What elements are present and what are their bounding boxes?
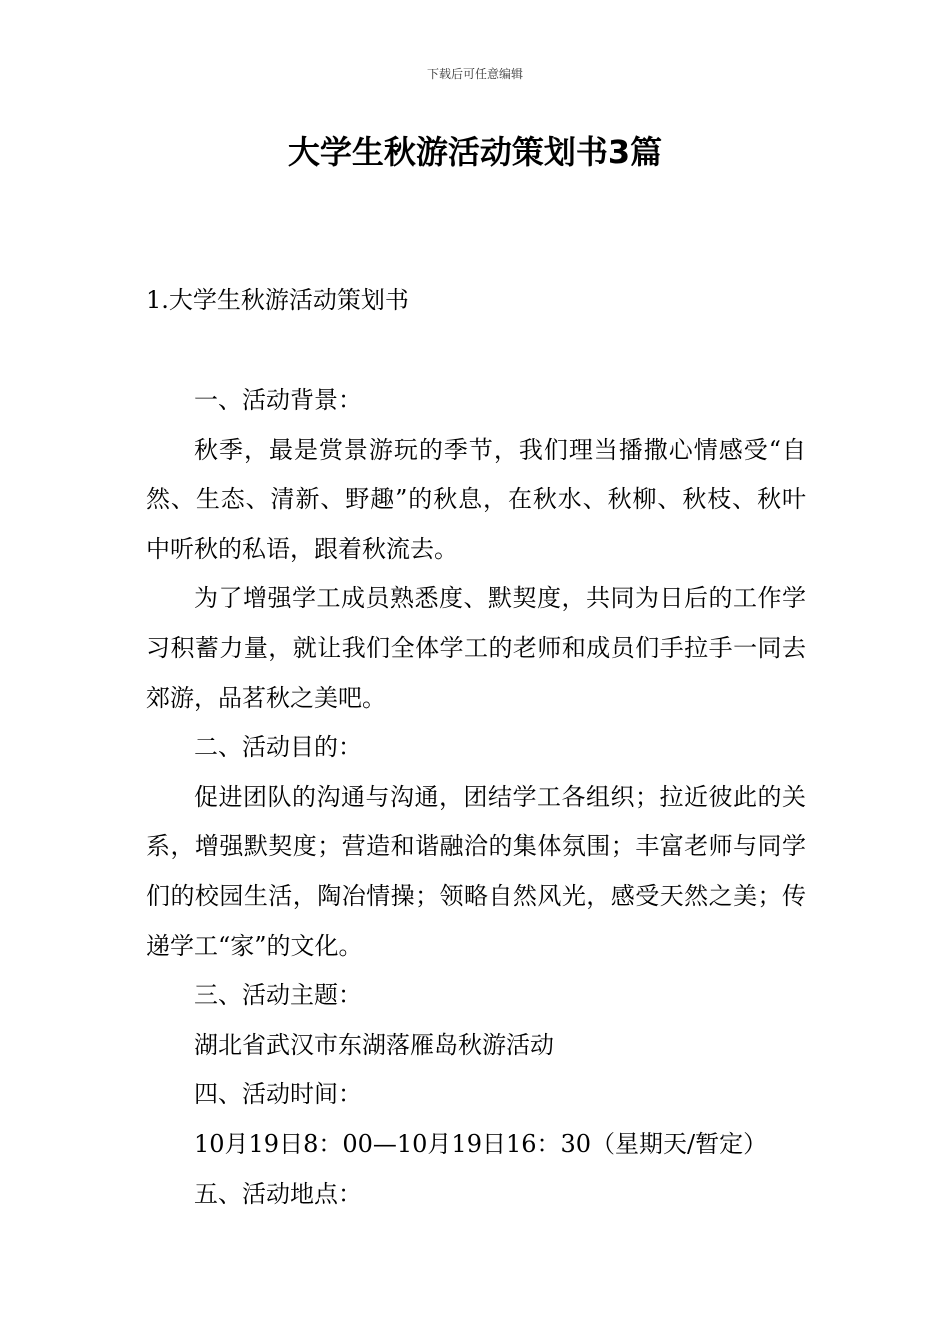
paragraph-background-2: 为了增强学工成员熟悉度、默契度，共同为日后的工作学习积蓄力量，就让我们全体学工的老师和成员们手拉手一同去郊游，品茗秋之美吧。 [146, 584, 806, 712]
heading-purpose: 二、活动目的： [194, 733, 362, 762]
paragraph-background-1: 秋季，最是赏景游玩的季节，我们理当播撒心情感受“自然、生态、清新、野趣”的秋息，在秋水、秋柳、秋枝、秋叶中听秋的私语，跟着秋流去。 [146, 435, 806, 563]
heading-theme: 三、活动主题： [194, 981, 362, 1010]
heading-background: 一、活动背景： [194, 386, 362, 414]
paragraph-theme: 湖北省武汉市东湖落雁岛秋游活动 [194, 1030, 554, 1059]
heading-time: 四、活动时间： [194, 1080, 362, 1109]
paragraph-purpose: 促进团队的沟通与沟通，团结学工各组织；拉近彼此的关系，增强默契度；营造和谐融洽的集体氛围；丰富老师与同学们的校园生活，陶冶情操；领略自然风光，感受天然之美；传递学工“家”的文化。 [146, 782, 806, 960]
section-heading: 1.大学生秋游活动策划书 [146, 286, 409, 314]
document-title: 大学生秋游活动策划书3篇 [287, 133, 663, 171]
header-note: 下载后可任意编辑 [426, 67, 523, 81]
heading-location: 五、活动地点： [194, 1179, 362, 1208]
paragraph-time: 10月19日8：00—10月19日16：30（星期天/暂定） [194, 1129, 768, 1158]
document-body [146, 376, 806, 1219]
